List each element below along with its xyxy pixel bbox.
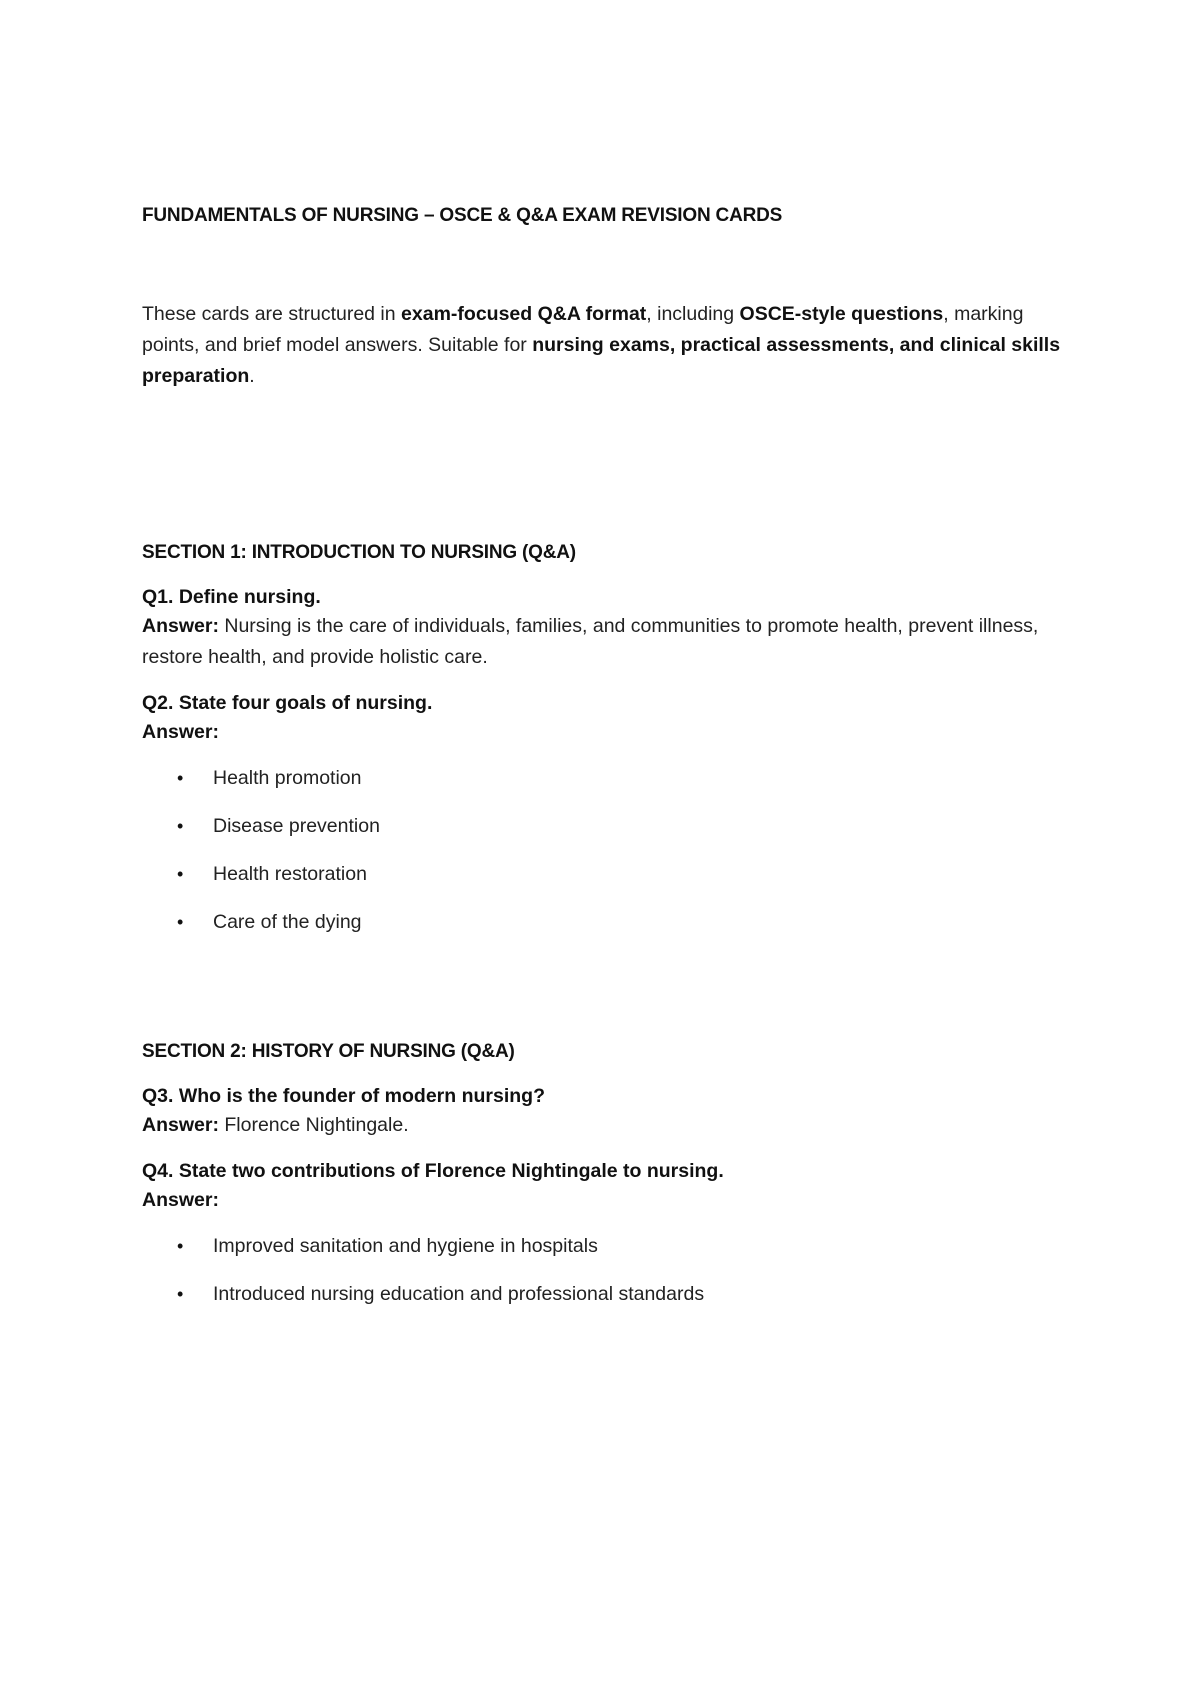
question-4: Q4. State two contributions of Florence Nightingale to nursing. — [142, 1160, 724, 1182]
bullet-icon: • — [177, 1236, 184, 1256]
question-3: Q3. Who is the founder of modern nursing? — [142, 1085, 545, 1107]
intro-text-4: . — [249, 365, 255, 387]
answer-1-text: Nursing is the care of individuals, families, and communities to promote health, prevent illness, restore health, and provide holistic care. — [142, 615, 1039, 668]
intro-bold-2: OSCE-style questions — [739, 303, 944, 325]
bullet-icon: • — [177, 816, 184, 836]
answer-3-label: Answer: — [142, 1114, 219, 1136]
intro-bold-3: nursing exams, practical assessments, and clinical skills preparation — [142, 334, 1061, 387]
goals-list — [142, 764, 1062, 956]
bullet-icon: • — [177, 1284, 184, 1304]
list-item: • Introduced nursing education and professional standards — [142, 1280, 1062, 1328]
contributions-list — [142, 1232, 1062, 1328]
bullet-icon: • — [177, 912, 184, 932]
answer-2-label — [142, 717, 1062, 748]
intro-text-3: , marking points, and brief model answers. Suitable for — [142, 303, 1024, 356]
section-2-title: SECTION 2: HISTORY OF NURSING (Q&A) — [142, 1041, 515, 1062]
bullet-icon: • — [177, 864, 184, 884]
intro-text-2: , including — [646, 303, 740, 325]
list-item: • Disease prevention — [142, 812, 1062, 860]
intro-text-1: These cards are structured in — [142, 303, 402, 325]
document-page — [142, 205, 1062, 1328]
answer-4-label — [142, 1185, 1062, 1216]
answer-1-label: Answer: — [142, 615, 219, 637]
intro-bold-1: exam-focused Q&A format — [401, 303, 647, 325]
list-item: • Health restoration — [142, 860, 1062, 908]
answer-3 — [142, 1110, 1062, 1141]
answer-1 — [142, 611, 1062, 673]
answer-4-label-text: Answer: — [142, 1189, 219, 1211]
answer-2-label-text: Answer: — [142, 721, 219, 743]
list-item: • Care of the dying — [142, 908, 1062, 956]
list-item: • Improved sanitation and hygiene in hospitals — [142, 1232, 1062, 1280]
answer-3-text: Florence Nightingale. — [218, 1114, 409, 1136]
bullet-icon: • — [177, 768, 184, 788]
intro-paragraph — [142, 299, 1062, 392]
list-item: • Health promotion — [142, 764, 1062, 812]
question-2: Q2. State four goals of nursing. — [142, 692, 433, 714]
document-title: FUNDAMENTALS OF NURSING – OSCE & Q&A EXAM REVISION CARDS — [142, 205, 783, 226]
section-1-title: SECTION 1: INTRODUCTION TO NURSING (Q&A) — [142, 542, 576, 563]
question-1: Q1. Define nursing. — [142, 586, 321, 608]
